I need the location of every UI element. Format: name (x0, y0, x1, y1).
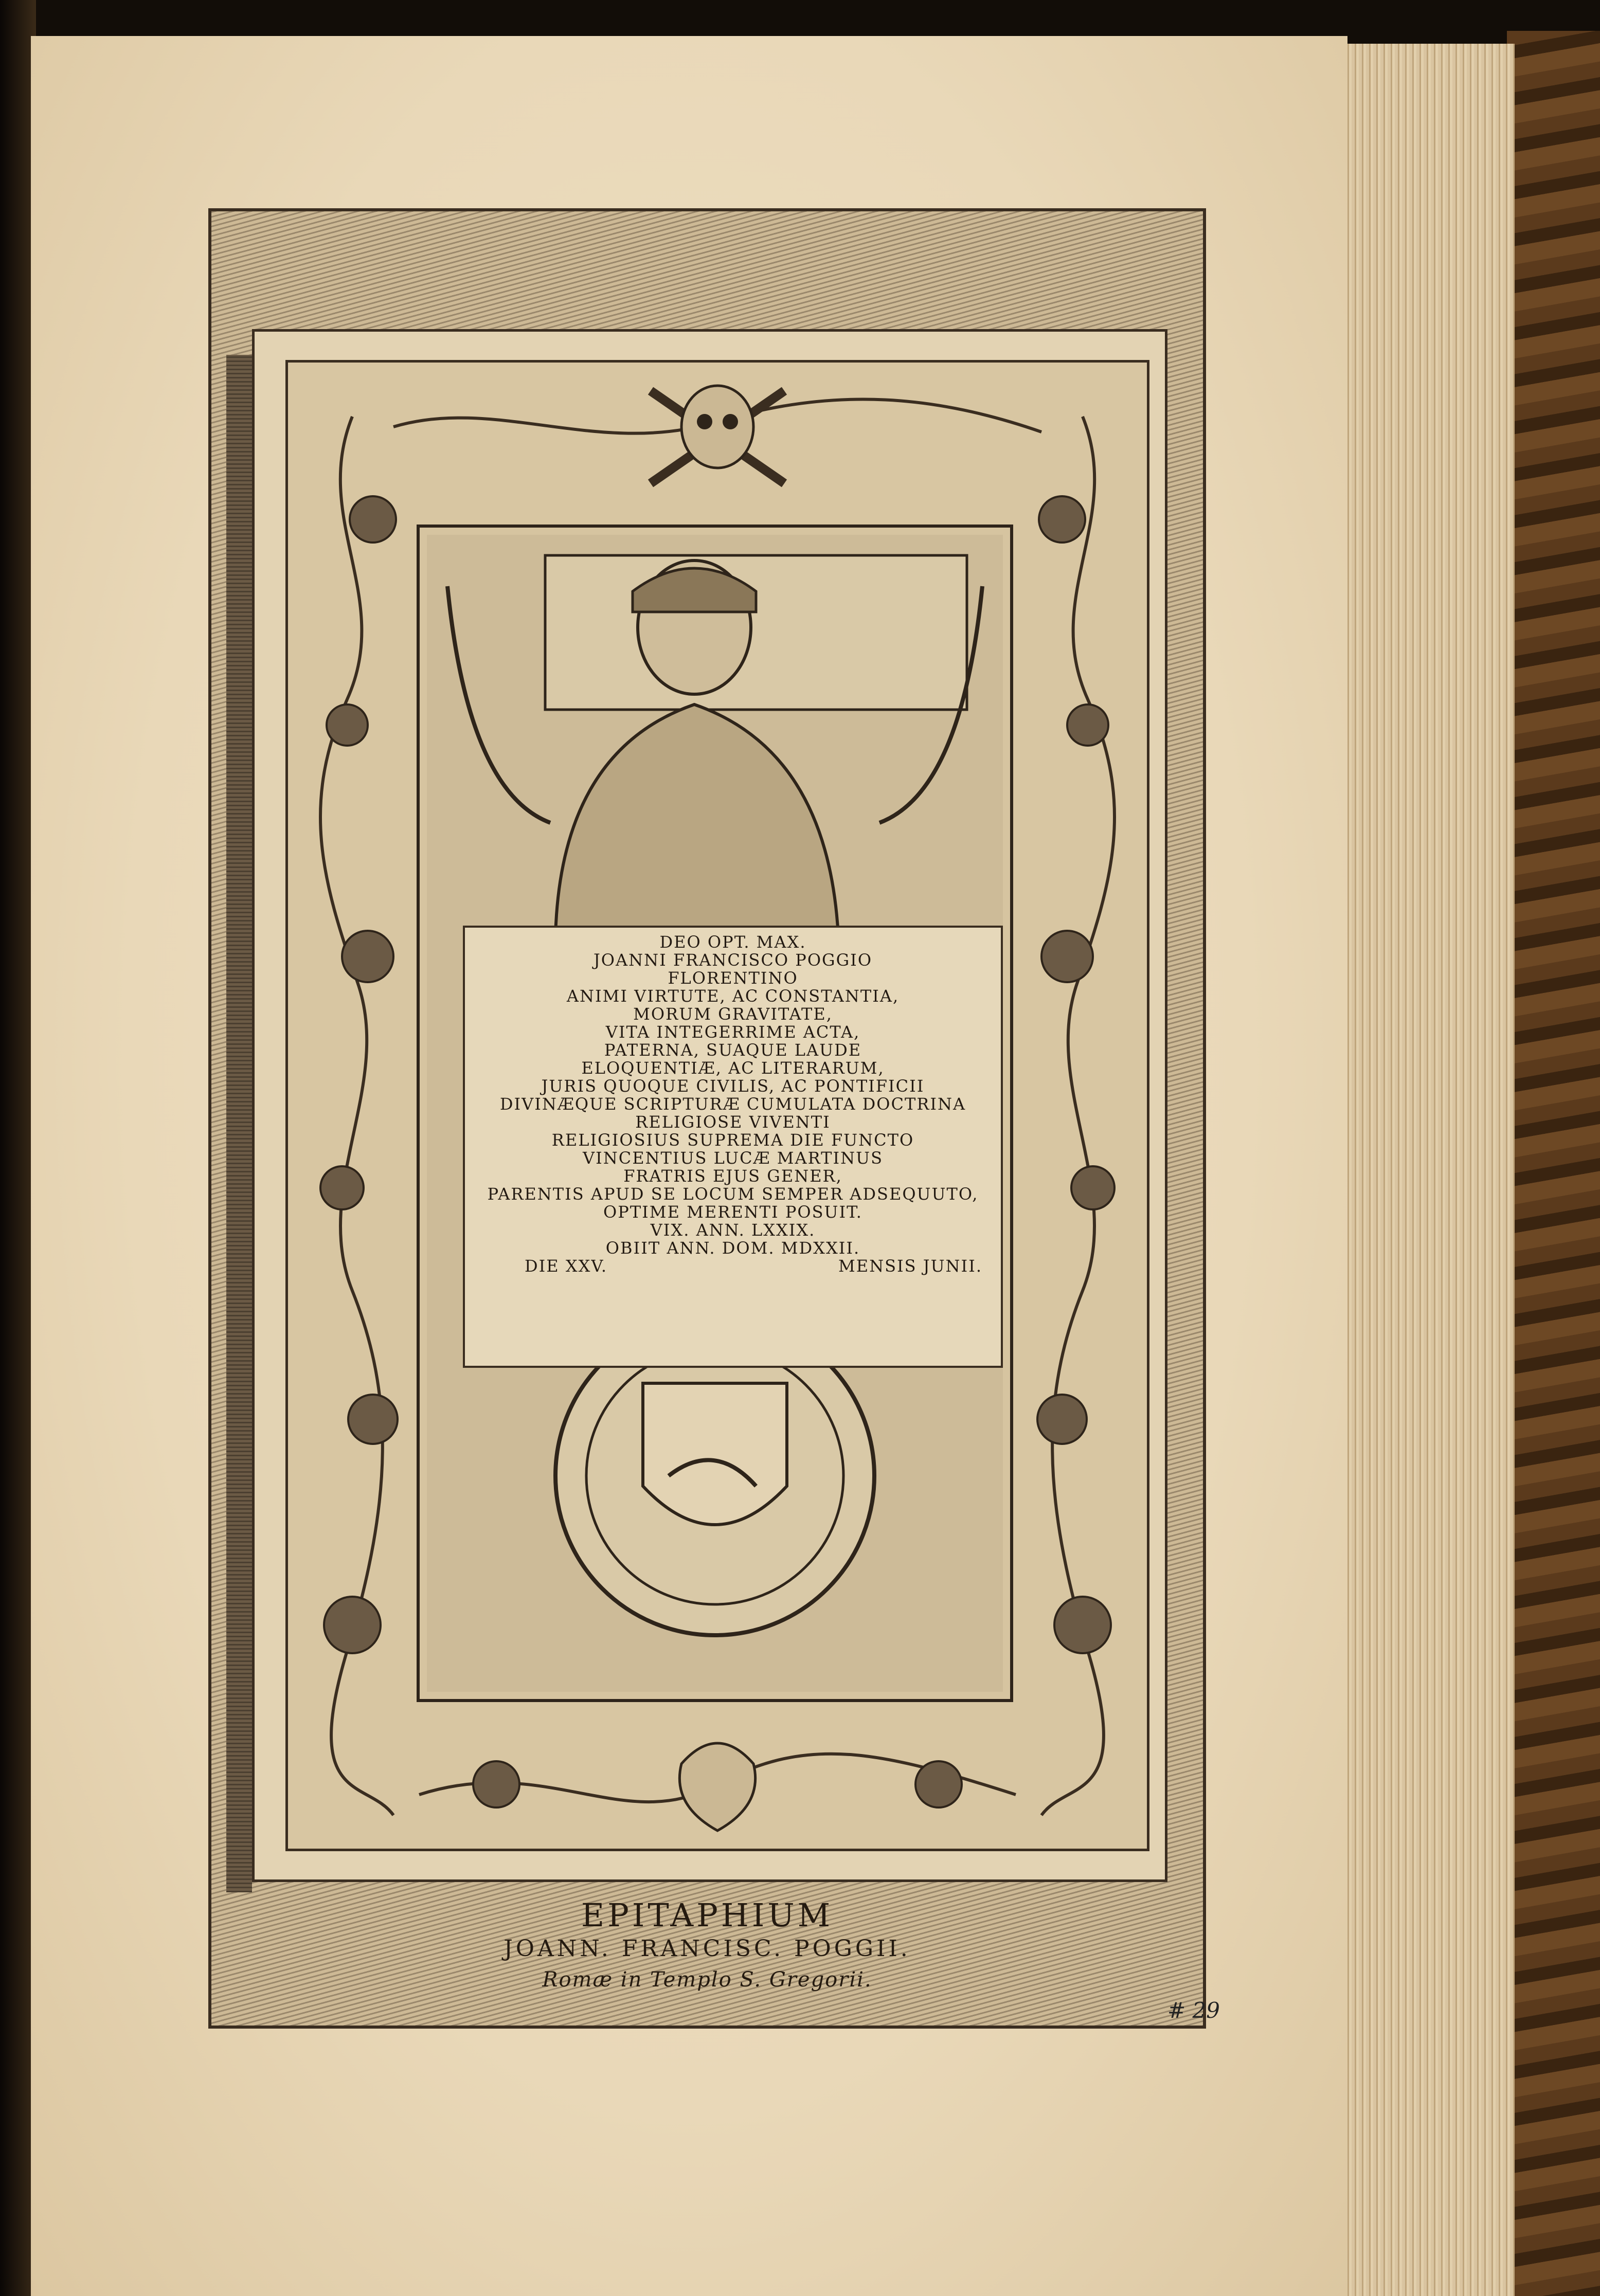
page-mark: # 29 (1167, 1998, 1220, 2023)
inscription-line: DEO OPT. MAX. (659, 933, 806, 951)
inscription-last-line (468, 1257, 998, 1275)
inscription-line: VITA INTEGERRIME ACTA, (605, 1023, 860, 1041)
caption-location: Romæ in Templo S. Gregorii. (542, 1968, 872, 1992)
inscription-line: OPTIME MERENTI POSUIT. (603, 1203, 862, 1221)
inscription-line: ELOQUENTIÆ, AC LITERARUM, (581, 1059, 885, 1077)
urn-icon (679, 1743, 755, 1831)
book-cover-edge (1507, 31, 1600, 2296)
slab-shadow (226, 355, 252, 1892)
epitaph-inscription (468, 933, 998, 1365)
inscription-line: VIX. ANN. LXXIX. (650, 1221, 816, 1239)
inscription-day: DIE XXV. (525, 1256, 608, 1276)
inscription-line: PATERNA, SUAQUE LAUDE (604, 1041, 862, 1059)
page-stack (1337, 44, 1515, 2296)
inscription-line: RELIGIOSIUS SUPREMA DIE FUNCTO (551, 1131, 914, 1149)
inscription-line: OBIIT ANN. DOM. MDXXII. (605, 1239, 860, 1257)
caption-subtitle: JOANN. FRANCISC. POGGII. (504, 1936, 911, 1962)
inscription-line: DIVINÆQUE SCRIPTURÆ CUMULATA DOCTRINA (499, 1095, 966, 1113)
plate-caption (216, 1897, 1198, 1995)
skull-icon (651, 386, 784, 483)
inscription-line: FLORENTINO (668, 969, 798, 987)
inscription-line: JOANNI FRANCISCO POGGIO (593, 951, 873, 969)
inscription-line: FRATRIS EJUS GENER, (623, 1167, 842, 1185)
inscription-line: JURIS QUOQUE CIVILIS, AC PONTIFICII (541, 1077, 925, 1095)
inscription-month: MENSIS JUNII. (838, 1256, 982, 1276)
inscription-line: RELIGIOSE VIVENTI (635, 1113, 831, 1131)
caption-title: EPITAPHIUM (581, 1896, 834, 1934)
inscription-line: PARENTIS APUD SE LOCUM SEMPER ADSEQUUTO, (487, 1185, 979, 1203)
inscription-line: VINCENTIUS LUCÆ MARTINUS (582, 1149, 884, 1167)
inscription-line: MORUM GRAVITATE, (633, 1005, 833, 1023)
inscription-line: ANIMI VIRTUTE, AC CONSTANTIA, (566, 987, 900, 1005)
